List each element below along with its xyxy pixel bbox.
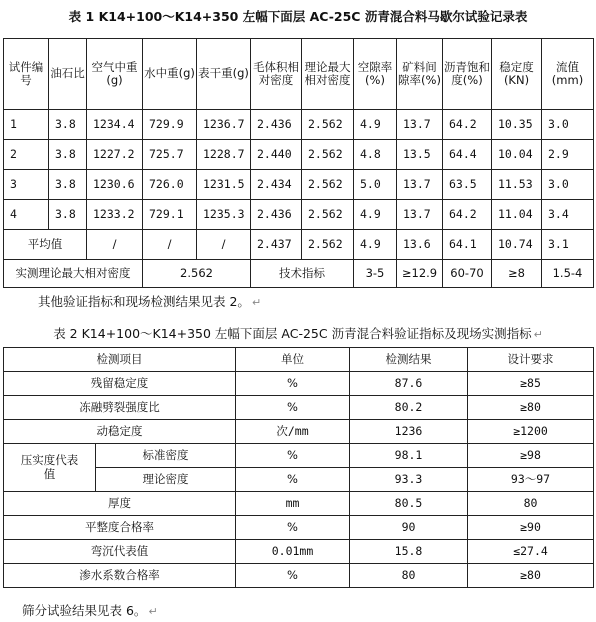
header-cell: 空隙率(%) <box>354 39 397 110</box>
table-cell: 2.562 <box>302 110 354 140</box>
table1-title: 表 1 K14+100～K14+350 左幅下面层 AC-25C 沥青混合料马歇尔试验记录表 <box>68 9 528 24</box>
table2-title <box>0 324 596 342</box>
table-cell: 64.2 <box>443 200 492 230</box>
table-cell: 2.440 <box>251 140 302 170</box>
table-cell: 13.5 <box>397 140 443 170</box>
max-density-value: 2.562 <box>143 260 251 288</box>
result-cell: 1236 <box>350 420 468 444</box>
table-cell: 2.562 <box>302 140 354 170</box>
table-cell: 3.8 <box>49 200 87 230</box>
max-density-label: 实测理论最大相对密度 <box>4 260 143 288</box>
header-cell: 矿料间隙率(%) <box>397 39 443 110</box>
header-cell: 稳定度(KN) <box>492 39 542 110</box>
req-cell: ≥98 <box>468 444 594 468</box>
table-cell: 2.562 <box>302 230 354 260</box>
result-cell: 93.3 <box>350 468 468 492</box>
spec-cell: ≥8 <box>492 260 542 288</box>
header-cell: 空气中重(g) <box>87 39 143 110</box>
table-cell: 3.8 <box>49 170 87 200</box>
table-cell: 3.4 <box>542 200 594 230</box>
item-cell: 冻融劈裂强度比 <box>4 396 236 420</box>
header-cell: 油石比 <box>49 39 87 110</box>
table-cell: 2.434 <box>251 170 302 200</box>
unit-cell: % <box>236 516 350 540</box>
table-cell: 3.8 <box>49 110 87 140</box>
spec-cell: 3-5 <box>354 260 397 288</box>
req-cell: ≥1200 <box>468 420 594 444</box>
table-cell: 729.9 <box>143 110 197 140</box>
table-cell: 13.6 <box>397 230 443 260</box>
table-cell: 3.0 <box>542 170 594 200</box>
note-table6-ref <box>22 601 158 619</box>
table-cell: 2.562 <box>302 200 354 230</box>
table-cell: / <box>143 230 197 260</box>
unit-cell: % <box>236 468 350 492</box>
table-cell: 2.436 <box>251 110 302 140</box>
table-cell: 1231.5 <box>197 170 251 200</box>
return-mark: ↵ <box>533 328 543 341</box>
table-cell: 2.9 <box>542 140 594 170</box>
unit-cell: 次/mm <box>236 420 350 444</box>
result-cell: 80.2 <box>350 396 468 420</box>
table-cell: 1235.3 <box>197 200 251 230</box>
spec-cell: 1.5-4 <box>542 260 594 288</box>
header-cell: 检测项目 <box>4 348 236 372</box>
result-cell: 90 <box>350 516 468 540</box>
table-cell: 4 <box>4 200 49 230</box>
unit-cell: % <box>236 444 350 468</box>
spec-cell: ≥12.9 <box>397 260 443 288</box>
average-label: 平均值 <box>4 230 87 260</box>
verification-table <box>3 347 594 588</box>
table-row <box>4 540 594 564</box>
table-cell: 2.562 <box>302 170 354 200</box>
table-cell: 1234.4 <box>87 110 143 140</box>
header-cell: 设计要求 <box>468 348 594 372</box>
table-row <box>4 420 594 444</box>
result-cell: 80 <box>350 564 468 588</box>
table-cell: 726.0 <box>143 170 197 200</box>
table-row <box>4 170 594 200</box>
note-text: 筛分试验结果见表 6。 <box>22 603 147 618</box>
item-cell: 动稳定度 <box>4 420 236 444</box>
table-cell: 1233.2 <box>87 200 143 230</box>
table-row <box>4 396 594 420</box>
table-row <box>4 140 594 170</box>
header-cell: 表干重(g) <box>197 39 251 110</box>
table-cell: 13.7 <box>397 110 443 140</box>
table-cell: 64.2 <box>443 110 492 140</box>
req-cell: ≥90 <box>468 516 594 540</box>
req-cell: 93～97 <box>468 468 594 492</box>
req-cell: ≥80 <box>468 564 594 588</box>
table1-header-row <box>4 39 594 110</box>
table-row <box>4 492 594 516</box>
table-cell: 725.7 <box>143 140 197 170</box>
unit-cell: 0.01mm <box>236 540 350 564</box>
item-cell: 平整度合格率 <box>4 516 236 540</box>
req-cell: ≥80 <box>468 396 594 420</box>
table-row <box>4 516 594 540</box>
unit-cell: % <box>236 396 350 420</box>
table-cell: 2.437 <box>251 230 302 260</box>
table-cell: 3.1 <box>542 230 594 260</box>
table-cell: 729.1 <box>143 200 197 230</box>
item-cell: 渗水系数合格率 <box>4 564 236 588</box>
req-cell: ≥85 <box>468 372 594 396</box>
spec-cell: 60-70 <box>443 260 492 288</box>
item-cell: 理论密度 <box>96 468 236 492</box>
result-cell: 15.8 <box>350 540 468 564</box>
spec-label: 技术指标 <box>251 260 354 288</box>
table-cell: 3 <box>4 170 49 200</box>
item-cell: 弯沉代表值 <box>4 540 236 564</box>
header-cell: 单位 <box>236 348 350 372</box>
unit-cell: mm <box>236 492 350 516</box>
header-cell: 检测结果 <box>350 348 468 372</box>
result-cell: 98.1 <box>350 444 468 468</box>
unit-cell: % <box>236 372 350 396</box>
marshall-test-table <box>3 38 594 288</box>
table-cell: 13.7 <box>397 170 443 200</box>
table-cell: 13.7 <box>397 200 443 230</box>
note-table2-ref <box>38 292 261 310</box>
req-cell: 80 <box>468 492 594 516</box>
item-cell: 厚度 <box>4 492 236 516</box>
req-cell: ≤27.4 <box>468 540 594 564</box>
result-cell: 80.5 <box>350 492 468 516</box>
table-row <box>4 444 594 468</box>
table-cell: 10.04 <box>492 140 542 170</box>
table-cell: 10.35 <box>492 110 542 140</box>
header-cell: 理论最大相对密度 <box>302 39 354 110</box>
return-mark: ↵ <box>148 605 158 618</box>
table-cell: 1227.2 <box>87 140 143 170</box>
average-row <box>4 230 594 260</box>
spec-row <box>4 260 594 288</box>
table-cell: 1228.7 <box>197 140 251 170</box>
table-cell: 4.9 <box>354 230 397 260</box>
table-row <box>4 200 594 230</box>
table-cell: 2.436 <box>251 200 302 230</box>
table-row <box>4 372 594 396</box>
header-cell: 流值(mm) <box>542 39 594 110</box>
table2-header-row <box>4 348 594 372</box>
compaction-group-label: 压实度代表值 <box>4 444 96 492</box>
table-cell: / <box>87 230 143 260</box>
header-cell: 沥青饱和度(%) <box>443 39 492 110</box>
result-cell: 87.6 <box>350 372 468 396</box>
table-row <box>4 564 594 588</box>
item-cell: 标准密度 <box>96 444 236 468</box>
table-cell: 5.0 <box>354 170 397 200</box>
table-cell: 63.5 <box>443 170 492 200</box>
return-mark: ↵ <box>251 296 262 309</box>
header-cell: 水中重(g) <box>143 39 197 110</box>
table-cell: 1230.6 <box>87 170 143 200</box>
table-cell: 4.9 <box>354 110 397 140</box>
table-cell: 4.9 <box>354 200 397 230</box>
table-cell: 2 <box>4 140 49 170</box>
table-cell: 11.53 <box>492 170 542 200</box>
table-cell: 11.04 <box>492 200 542 230</box>
table2-title-text: 表 2 K14+100～K14+350 左幅下面层 AC-25C 沥青混合料验证指标及现场实测指标 <box>53 326 532 341</box>
unit-cell: % <box>236 564 350 588</box>
table-cell: 10.74 <box>492 230 542 260</box>
header-cell: 试件编号 <box>4 39 49 110</box>
item-cell: 残留稳定度 <box>4 372 236 396</box>
note-text: 其他验证指标和现场检测结果见表 2。 <box>38 294 250 309</box>
table-cell: 64.1 <box>443 230 492 260</box>
table-cell: 3.8 <box>49 140 87 170</box>
table-cell: 4.8 <box>354 140 397 170</box>
table-cell: / <box>197 230 251 260</box>
table-cell: 64.4 <box>443 140 492 170</box>
table-row <box>4 110 594 140</box>
header-cell: 毛体积相对密度 <box>251 39 302 110</box>
table-cell: 1 <box>4 110 49 140</box>
table-cell: 1236.7 <box>197 110 251 140</box>
table-cell: 3.0 <box>542 110 594 140</box>
